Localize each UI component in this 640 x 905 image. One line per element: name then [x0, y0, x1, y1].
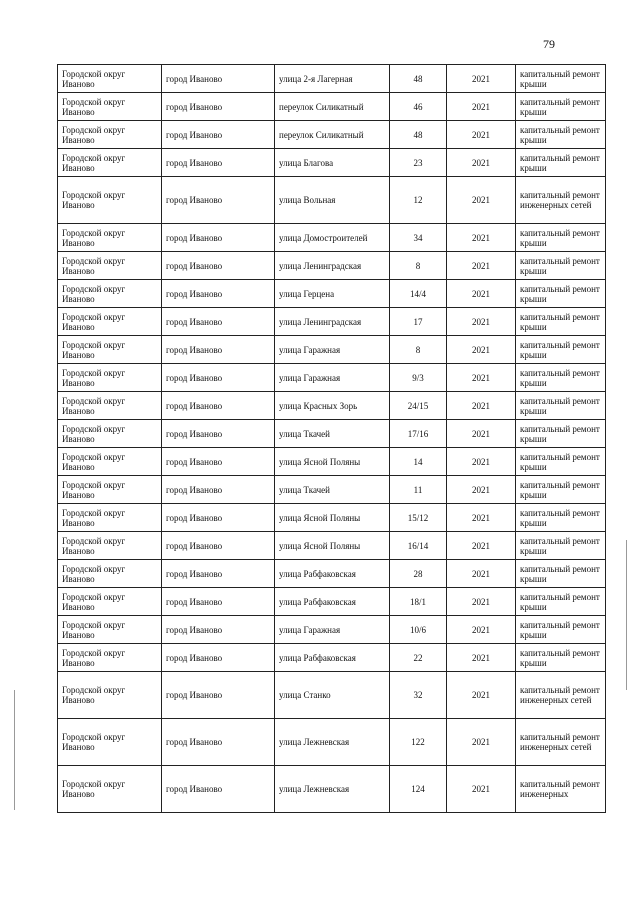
cell-district: Городской округ Иваново	[58, 149, 162, 177]
cell-house-number: 48	[390, 121, 447, 149]
cell-year: 2021	[447, 224, 516, 252]
cell-year: 2021	[447, 280, 516, 308]
cell-year: 2021	[447, 93, 516, 121]
table-row	[58, 672, 606, 719]
cell-city: город Иваново	[162, 177, 275, 224]
cell-city: город Иваново	[162, 308, 275, 336]
cell-work-type: капитальный ремонт крыши	[516, 252, 606, 280]
cell-city: город Иваново	[162, 364, 275, 392]
cell-year: 2021	[447, 616, 516, 644]
cell-house-number: 28	[390, 560, 447, 588]
cell-district: Городской округ Иваново	[58, 532, 162, 560]
cell-work-type: капитальный ремонт крыши	[516, 616, 606, 644]
cell-house-number: 16/14	[390, 532, 447, 560]
cell-city: город Иваново	[162, 224, 275, 252]
cell-street: улица Красных Зорь	[275, 392, 390, 420]
cell-street: улица Герцена	[275, 280, 390, 308]
cell-work-type: капитальный ремонт крыши	[516, 476, 606, 504]
cell-work-type: капитальный ремонт инженерных	[516, 766, 606, 813]
cell-house-number: 14	[390, 448, 447, 476]
cell-year: 2021	[447, 672, 516, 719]
table-row	[58, 280, 606, 308]
cell-city: город Иваново	[162, 672, 275, 719]
cell-street: улица Ясной Поляны	[275, 504, 390, 532]
cell-city: город Иваново	[162, 149, 275, 177]
table-row	[58, 224, 606, 252]
cell-house-number: 34	[390, 224, 447, 252]
cell-work-type: капитальный ремонт крыши	[516, 308, 606, 336]
table-row	[58, 392, 606, 420]
table-row	[58, 766, 606, 813]
cell-year: 2021	[447, 719, 516, 766]
table-row	[58, 93, 606, 121]
cell-work-type: капитальный ремонт инженерных сетей	[516, 177, 606, 224]
cell-district: Городской округ Иваново	[58, 177, 162, 224]
cell-house-number: 10/6	[390, 616, 447, 644]
cell-city: город Иваново	[162, 504, 275, 532]
cell-year: 2021	[447, 336, 516, 364]
cell-house-number: 22	[390, 644, 447, 672]
table-body	[58, 65, 606, 813]
table-row	[58, 420, 606, 448]
cell-street: улица Благова	[275, 149, 390, 177]
cell-street: улица Гаражная	[275, 616, 390, 644]
cell-work-type: капитальный ремонт инженерных сетей	[516, 719, 606, 766]
cell-year: 2021	[447, 588, 516, 616]
cell-work-type: капитальный ремонт крыши	[516, 420, 606, 448]
cell-city: город Иваново	[162, 719, 275, 766]
cell-district: Городской округ Иваново	[58, 364, 162, 392]
repair-registry-table	[57, 64, 606, 813]
cell-district: Городской округ Иваново	[58, 65, 162, 93]
table-row	[58, 364, 606, 392]
cell-city: город Иваново	[162, 280, 275, 308]
table-row	[58, 588, 606, 616]
cell-district: Городской округ Иваново	[58, 252, 162, 280]
cell-year: 2021	[447, 149, 516, 177]
cell-year: 2021	[447, 252, 516, 280]
table-row	[58, 644, 606, 672]
cell-house-number: 23	[390, 149, 447, 177]
cell-house-number: 14/4	[390, 280, 447, 308]
table-row	[58, 65, 606, 93]
cell-work-type: капитальный ремонт крыши	[516, 448, 606, 476]
cell-year: 2021	[447, 448, 516, 476]
table-row	[58, 532, 606, 560]
table-row	[58, 504, 606, 532]
cell-street: улица Гаражная	[275, 336, 390, 364]
cell-district: Городской округ Иваново	[58, 308, 162, 336]
page-number: 79	[543, 37, 555, 51]
cell-city: город Иваново	[162, 644, 275, 672]
cell-district: Городской округ Иваново	[58, 121, 162, 149]
cell-city: город Иваново	[162, 336, 275, 364]
cell-district: Городской округ Иваново	[58, 224, 162, 252]
cell-street: улица Ясной Поляны	[275, 532, 390, 560]
table-row	[58, 308, 606, 336]
cell-year: 2021	[447, 504, 516, 532]
cell-street: улица Ленинградская	[275, 252, 390, 280]
cell-year: 2021	[447, 177, 516, 224]
cell-house-number: 9/3	[390, 364, 447, 392]
cell-year: 2021	[447, 476, 516, 504]
cell-street: улица Рабфаковская	[275, 644, 390, 672]
cell-year: 2021	[447, 392, 516, 420]
cell-district: Городской округ Иваново	[58, 616, 162, 644]
cell-work-type: капитальный ремонт крыши	[516, 532, 606, 560]
table-row	[58, 560, 606, 588]
cell-work-type: капитальный ремонт крыши	[516, 392, 606, 420]
cell-city: город Иваново	[162, 476, 275, 504]
cell-district: Городской округ Иваново	[58, 504, 162, 532]
cell-district: Городской округ Иваново	[58, 420, 162, 448]
cell-house-number: 48	[390, 65, 447, 93]
table-row	[58, 336, 606, 364]
scan-edge-mark	[14, 690, 15, 810]
cell-district: Городской округ Иваново	[58, 588, 162, 616]
cell-district: Городской округ Иваново	[58, 448, 162, 476]
cell-house-number: 15/12	[390, 504, 447, 532]
table-row	[58, 149, 606, 177]
cell-year: 2021	[447, 121, 516, 149]
cell-house-number: 12	[390, 177, 447, 224]
cell-city: город Иваново	[162, 121, 275, 149]
cell-city: город Иваново	[162, 532, 275, 560]
cell-work-type: капитальный ремонт крыши	[516, 93, 606, 121]
cell-street: переулок Силикатный	[275, 93, 390, 121]
cell-city: город Иваново	[162, 616, 275, 644]
cell-city: город Иваново	[162, 588, 275, 616]
table-row	[58, 121, 606, 149]
cell-street: улица Ленинградская	[275, 308, 390, 336]
cell-house-number: 8	[390, 252, 447, 280]
cell-street: улица Ясной Поляны	[275, 448, 390, 476]
cell-work-type: капитальный ремонт крыши	[516, 65, 606, 93]
table-row	[58, 448, 606, 476]
cell-year: 2021	[447, 65, 516, 93]
cell-street: улица Рабфаковская	[275, 560, 390, 588]
cell-district: Городской округ Иваново	[58, 766, 162, 813]
cell-district: Городской округ Иваново	[58, 476, 162, 504]
cell-year: 2021	[447, 560, 516, 588]
cell-work-type: капитальный ремонт крыши	[516, 280, 606, 308]
cell-city: город Иваново	[162, 65, 275, 93]
cell-work-type: капитальный ремонт крыши	[516, 588, 606, 616]
cell-city: город Иваново	[162, 448, 275, 476]
cell-street: улица 2-я Лагерная	[275, 65, 390, 93]
cell-street: переулок Силикатный	[275, 121, 390, 149]
cell-street: улица Гаражная	[275, 364, 390, 392]
cell-district: Городской округ Иваново	[58, 392, 162, 420]
table-row	[58, 177, 606, 224]
cell-city: город Иваново	[162, 252, 275, 280]
cell-house-number: 46	[390, 93, 447, 121]
cell-house-number: 8	[390, 336, 447, 364]
cell-house-number: 17/16	[390, 420, 447, 448]
cell-street: улица Лежневская	[275, 719, 390, 766]
cell-city: город Иваново	[162, 766, 275, 813]
cell-district: Городской округ Иваново	[58, 644, 162, 672]
table-row	[58, 476, 606, 504]
cell-work-type: капитальный ремонт крыши	[516, 560, 606, 588]
cell-street: улица Домостроителей	[275, 224, 390, 252]
cell-house-number: 124	[390, 766, 447, 813]
cell-street: улица Лежневская	[275, 766, 390, 813]
cell-work-type: капитальный ремонт крыши	[516, 224, 606, 252]
cell-district: Городской округ Иваново	[58, 93, 162, 121]
cell-house-number: 122	[390, 719, 447, 766]
cell-street: улица Ткачей	[275, 420, 390, 448]
cell-year: 2021	[447, 308, 516, 336]
cell-house-number: 32	[390, 672, 447, 719]
cell-work-type: капитальный ремонт крыши	[516, 364, 606, 392]
cell-street: улица Ткачей	[275, 476, 390, 504]
table-row	[58, 719, 606, 766]
cell-district: Городской округ Иваново	[58, 672, 162, 719]
cell-district: Городской округ Иваново	[58, 560, 162, 588]
cell-city: город Иваново	[162, 392, 275, 420]
scan-edge-mark	[626, 540, 627, 690]
cell-street: улица Станко	[275, 672, 390, 719]
cell-work-type: капитальный ремонт крыши	[516, 149, 606, 177]
cell-house-number: 17	[390, 308, 447, 336]
cell-work-type: капитальный ремонт крыши	[516, 644, 606, 672]
cell-street: улица Вольная	[275, 177, 390, 224]
cell-city: город Иваново	[162, 560, 275, 588]
cell-city: город Иваново	[162, 420, 275, 448]
cell-street: улица Рабфаковская	[275, 588, 390, 616]
cell-city: город Иваново	[162, 93, 275, 121]
cell-house-number: 18/1	[390, 588, 447, 616]
cell-work-type: капитальный ремонт крыши	[516, 121, 606, 149]
cell-year: 2021	[447, 766, 516, 813]
cell-year: 2021	[447, 364, 516, 392]
table-row	[58, 616, 606, 644]
cell-year: 2021	[447, 532, 516, 560]
cell-district: Городской округ Иваново	[58, 280, 162, 308]
cell-house-number: 24/15	[390, 392, 447, 420]
cell-district: Городской округ Иваново	[58, 719, 162, 766]
table-row	[58, 252, 606, 280]
cell-year: 2021	[447, 420, 516, 448]
cell-district: Городской округ Иваново	[58, 336, 162, 364]
cell-work-type: капитальный ремонт крыши	[516, 336, 606, 364]
cell-year: 2021	[447, 644, 516, 672]
cell-house-number: 11	[390, 476, 447, 504]
cell-work-type: капитальный ремонт инженерных сетей	[516, 672, 606, 719]
cell-work-type: капитальный ремонт крыши	[516, 504, 606, 532]
